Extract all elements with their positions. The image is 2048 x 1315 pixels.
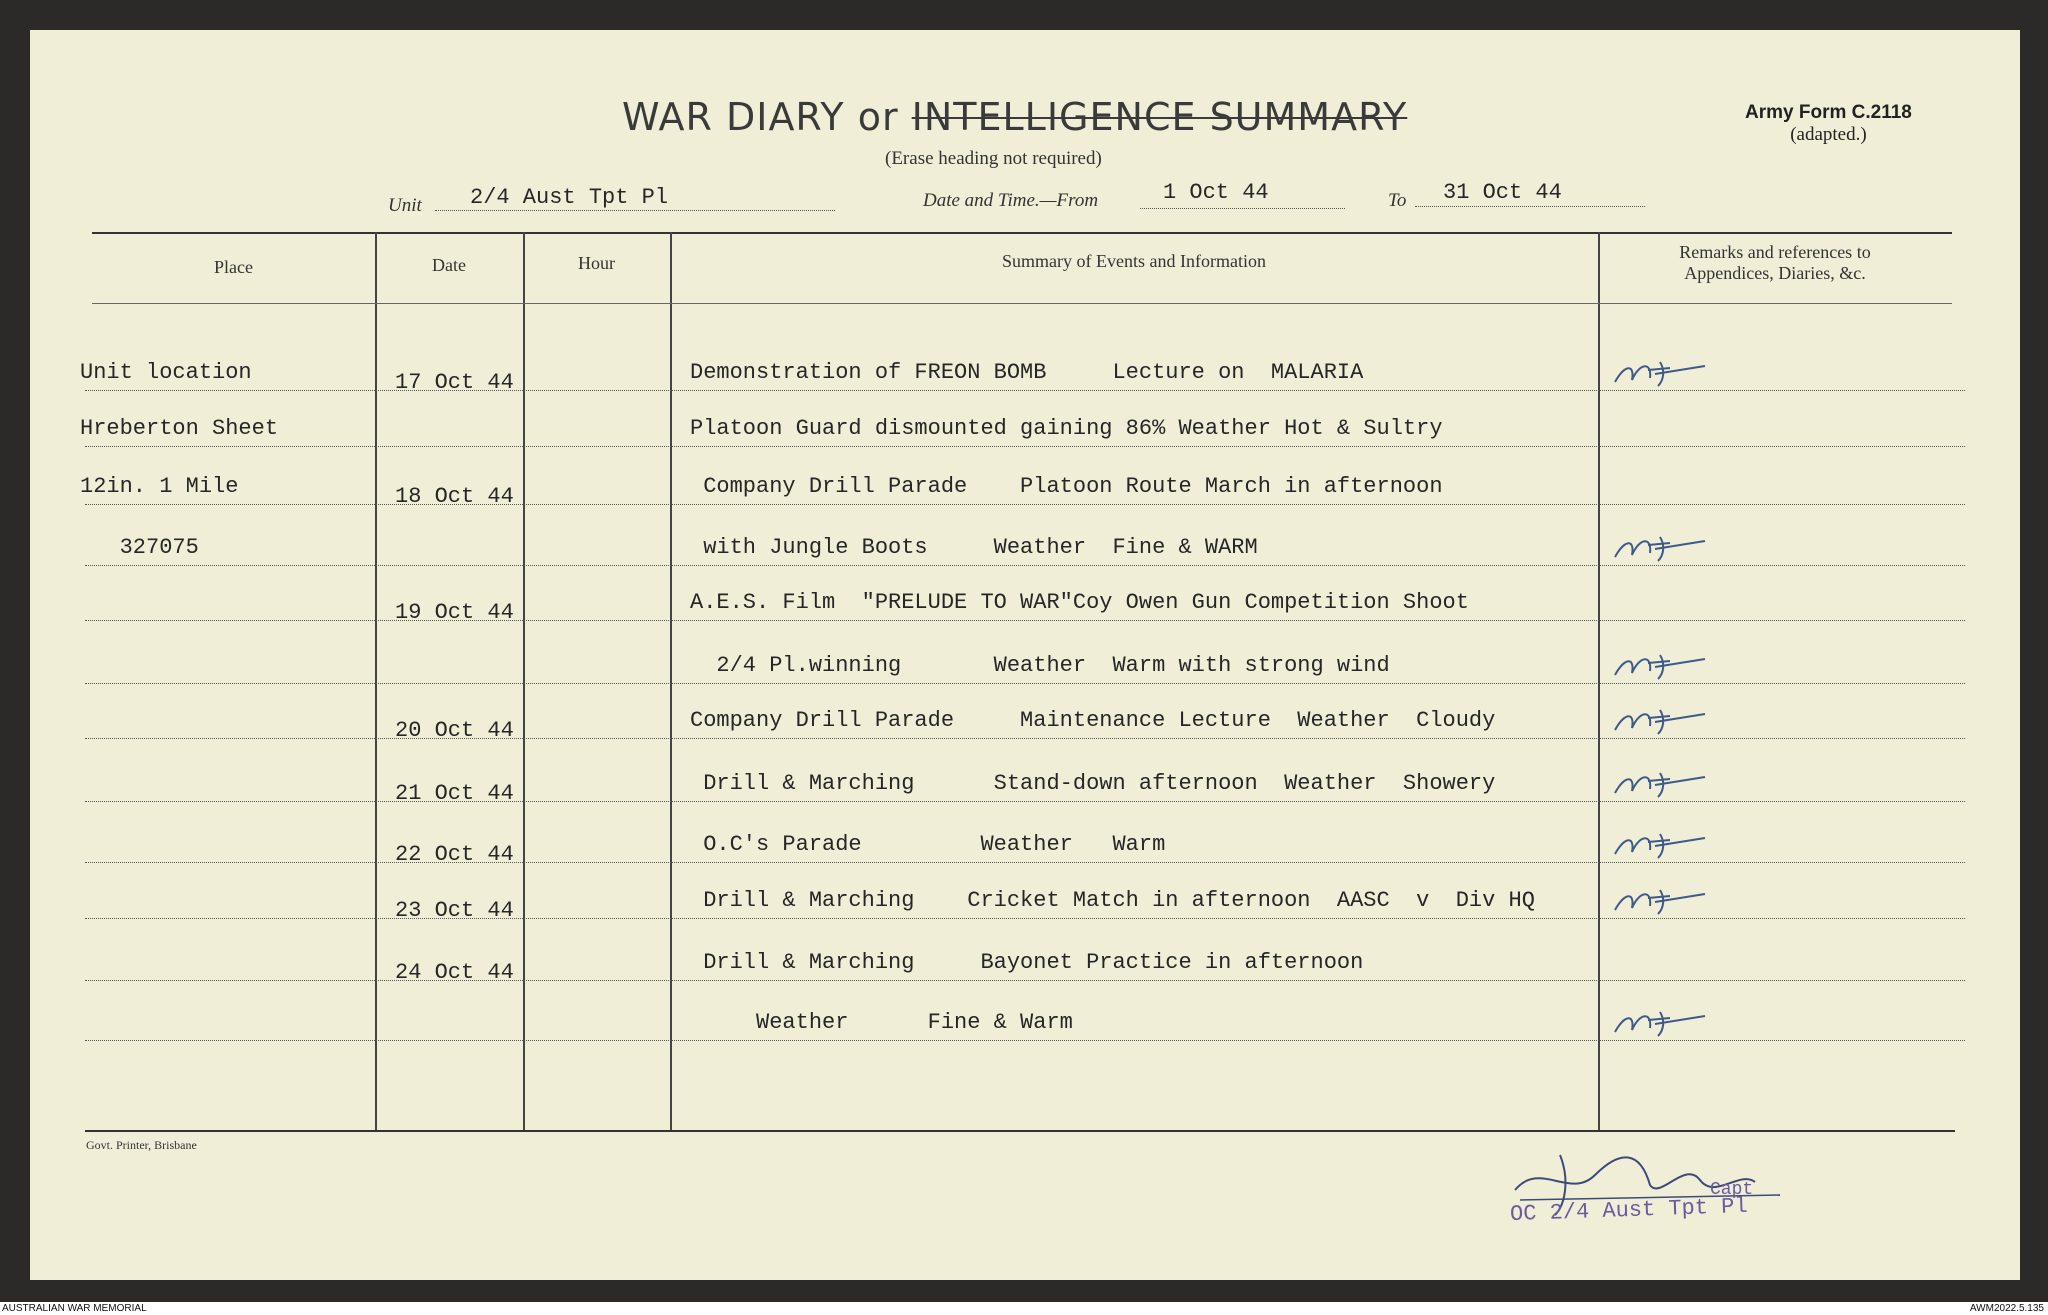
row-rule [85, 390, 1965, 391]
row-summary: Drill & Marching Cricket Match in afternoon AASC v Div HQ [690, 888, 1535, 913]
header-hour: Hour [578, 253, 615, 273]
row-summary: Drill & Marching Bayonet Practice in afternoon [690, 950, 1364, 975]
row-rule [85, 918, 1965, 919]
header-summary: Summary of Events and Information [1002, 251, 1266, 271]
row-summary: with Jungle Boots Weather Fine & WARM [690, 535, 1258, 560]
date-from-label: Date and Time.—From [923, 190, 1099, 211]
from-value: 1 Oct 44 [1163, 180, 1269, 205]
table-top-rule [92, 232, 1952, 234]
row-date: 20 Oct 44 [395, 718, 514, 743]
to-value: 31 Oct 44 [1443, 180, 1562, 205]
row-date: 18 Oct 44 [395, 484, 514, 509]
row-date: 17 Oct 44 [395, 370, 514, 395]
initials-mark [1610, 1006, 1710, 1040]
unit-underline [435, 210, 835, 211]
army-form-sub: (adapted.) [1790, 124, 1867, 145]
row-date: 22 Oct 44 [395, 842, 514, 867]
row-summary: O.C's Parade Weather Warm [690, 832, 1166, 857]
row-summary: Drill & Marching Stand-down afternoon Weather Showery [690, 771, 1496, 796]
to-label: To [1388, 190, 1407, 211]
row-rule [85, 446, 1965, 447]
from-underline [1140, 208, 1345, 209]
to-underline [1415, 206, 1645, 207]
row-rule [85, 1040, 1965, 1041]
header-remarks [1598, 242, 1952, 284]
header-place: Place [214, 257, 253, 277]
row-summary: 2/4 Pl.winning Weather Warm with strong wind [690, 653, 1390, 678]
row-place: 12in. 1 Mile [80, 474, 239, 499]
row-summary: Weather Fine & Warm [690, 1010, 1073, 1035]
printer-note: Govt. Printer, Brisbane [86, 1138, 197, 1152]
initials-mark [1610, 649, 1710, 683]
row-date: 24 Oct 44 [395, 960, 514, 985]
initials-mark [1610, 767, 1710, 801]
header-date: Date [432, 255, 466, 275]
erase-note: (Erase heading not required) [885, 148, 1102, 169]
col-divider-2 [523, 232, 525, 1130]
table-bottom-rule [85, 1130, 1955, 1132]
row-rule [85, 801, 1965, 802]
initials-mark [1610, 828, 1710, 862]
title-prefix: WAR DIARY or [622, 95, 912, 139]
row-rule [85, 565, 1965, 566]
form-title [622, 95, 1407, 139]
header-remarks-line1: Remarks and references to [1679, 242, 1871, 262]
initials-mark [1610, 884, 1710, 918]
archive-footer [0, 1302, 2048, 1315]
footer-source: AUSTRALIAN WAR MEMORIAL [2, 1303, 147, 1314]
initials-mark [1610, 356, 1710, 390]
army-form-label [1745, 102, 1912, 146]
row-rule [85, 683, 1965, 684]
row-rule [85, 738, 1965, 739]
row-rule [85, 862, 1965, 863]
initials-mark [1610, 531, 1710, 565]
row-date: 23 Oct 44 [395, 898, 514, 923]
col-divider-3 [670, 232, 672, 1130]
row-summary: Platoon Guard dismounted gaining 86% Weather Hot & Sultry [690, 416, 1443, 441]
row-summary: Demonstration of FREON BOMB Lecture on MALARIA [690, 360, 1364, 385]
col-divider-4 [1598, 232, 1600, 1130]
row-summary: Company Drill Parade Platoon Route March in afternoon [690, 474, 1443, 499]
row-place: 327075 [80, 535, 199, 560]
row-date: 19 Oct 44 [395, 600, 514, 625]
unit-value: 2/4 Aust Tpt Pl [470, 185, 669, 210]
row-rule [85, 620, 1965, 621]
row-place: Hreberton Sheet [80, 416, 279, 441]
unit-label: Unit [388, 195, 422, 216]
unit-stamp: OC 2/4 Aust Tpt Pl [1509, 1193, 1749, 1228]
header-underline [92, 303, 1952, 304]
row-date: 21 Oct 44 [395, 781, 514, 806]
army-form-number: Army Form C.2118 [1745, 102, 1912, 123]
initials-mark [1610, 704, 1710, 738]
signature-rank: Capt [1710, 1180, 1754, 1200]
row-rule [85, 980, 1965, 981]
row-summary: A.E.S. Film "PRELUDE TO WAR"Coy Owen Gun Competition Shoot [690, 590, 1469, 615]
row-rule [85, 504, 1965, 505]
war-diary-form [30, 30, 2020, 1280]
title-struck: INTELLIGENCE SUMMARY [911, 95, 1408, 139]
row-summary: Company Drill Parade Maintenance Lecture Weather Cloudy [690, 708, 1496, 733]
col-divider-1 [375, 232, 377, 1130]
row-place: Unit location [80, 360, 252, 385]
footer-reference: AWM2022.5.135 [1969, 1303, 2044, 1314]
header-remarks-line2: Appendices, Diaries, &c. [1684, 263, 1866, 283]
